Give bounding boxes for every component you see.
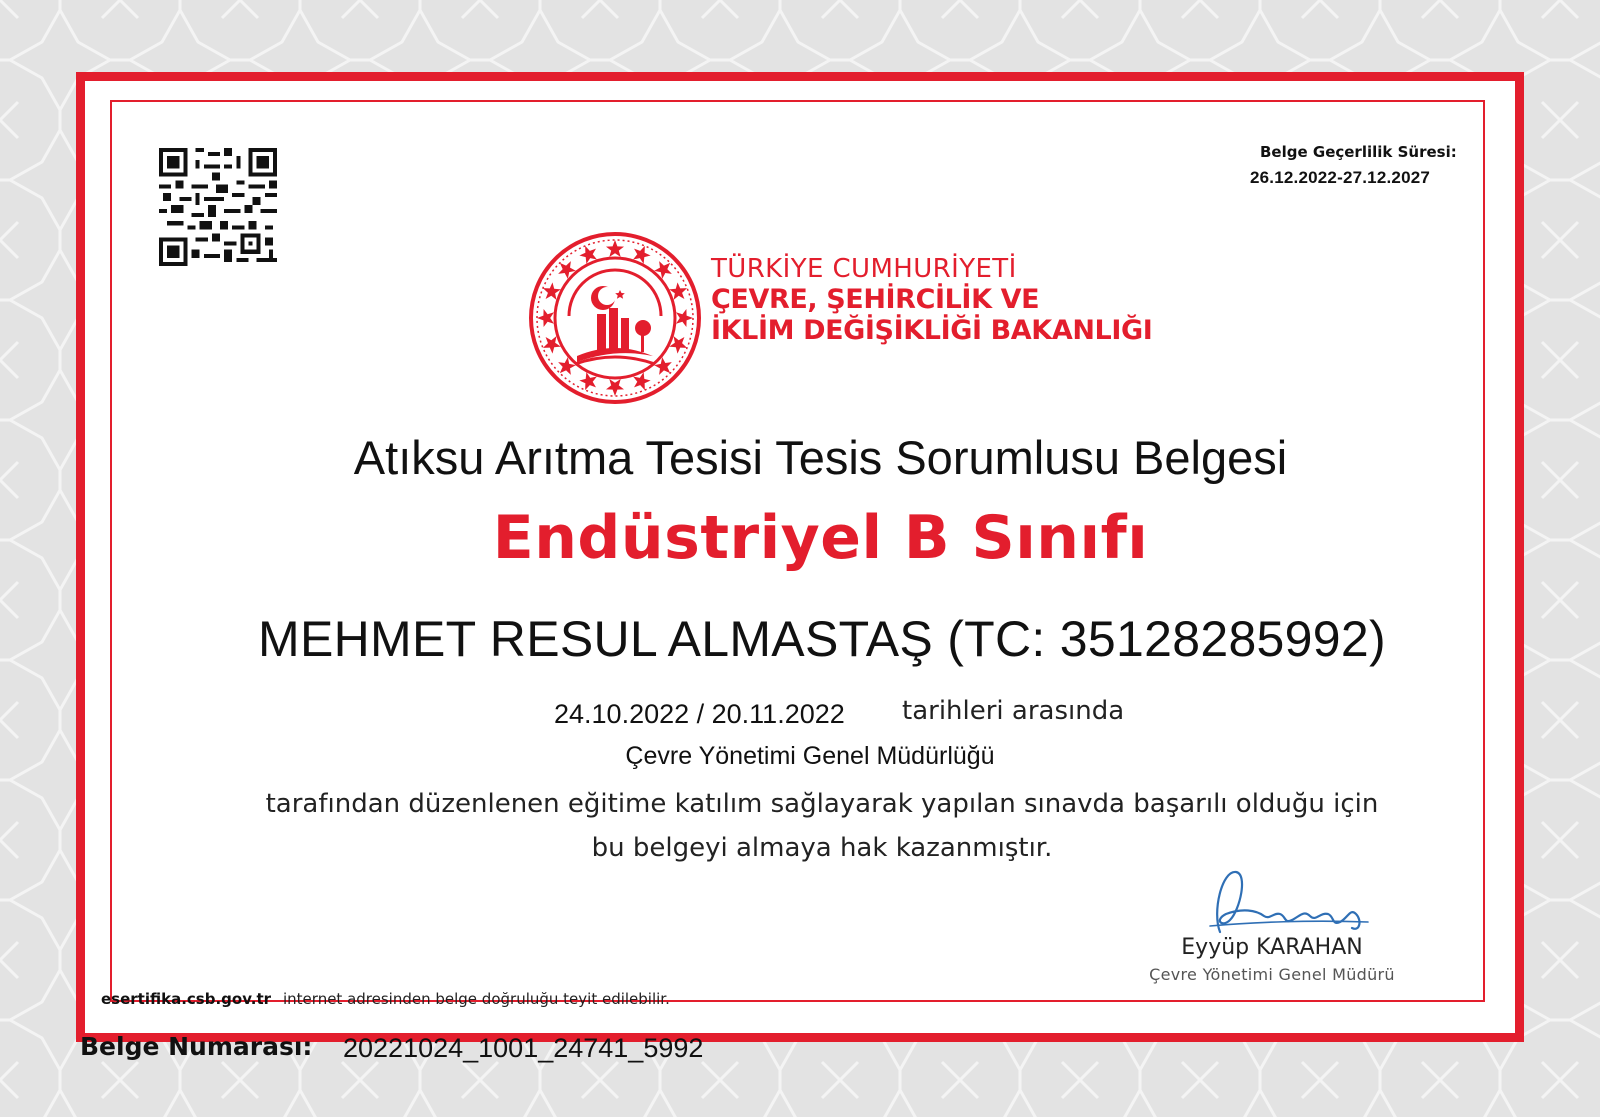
validity-label: Belge Geçerlilik Süresi: — [1260, 143, 1457, 161]
ministry-line1: TÜRKİYE CUMHURİYETİ — [711, 254, 1017, 284]
certificate-class: Endüstriyel B Sınıfı — [492, 503, 1149, 573]
training-dates: 24.10.2022 / 20.11.2022 — [554, 699, 845, 729]
verification-text: internet adresinden belge doğruluğu teyit edilebilir. — [283, 990, 670, 1008]
ministry-name — [711, 254, 1171, 346]
holder-name: MEHMET RESUL ALMASTAŞ (TC: 35128285992) — [258, 611, 1386, 667]
qr-code-icon — [159, 148, 277, 266]
statement — [112, 782, 1532, 870]
signatory-title: Çevre Yönetimi Genel Müdürü — [1149, 965, 1395, 984]
certificate-inner-border — [110, 100, 1485, 1002]
ministry-line3: İKLİM DEĞİŞİKLİĞİ BAKANLIĞI — [711, 315, 1153, 346]
signatory-name: Eyyüp KARAHAN — [1181, 935, 1363, 960]
validity-dates: 26.12.2022-27.12.2027 — [1250, 168, 1431, 187]
ministry-emblem-icon — [525, 228, 705, 408]
verification-site-link[interactable]: esertifika.csb.gov.tr — [101, 990, 272, 1008]
document-number-value: 20221024_1001_24741_5992 — [343, 1033, 704, 1063]
certificate-frame — [76, 72, 1524, 1042]
organizer-name: Çevre Yönetimi Genel Müdürlüğü — [625, 742, 995, 770]
signatory — [1112, 934, 1432, 988]
statement-line1: tarafından düzenlenen eğitime katılım sağlayarak yapılan sınavda başarılı olduğu için — [265, 789, 1379, 819]
statement-line2: bu belgeyi almaya hak kazanmıştır. — [591, 833, 1053, 863]
signature-icon — [1192, 862, 1382, 942]
validity-period — [1250, 139, 1500, 191]
document-number-label: Belge Numarası: — [80, 1032, 313, 1061]
certificate-title: Atıksu Arıtma Tesisi Tesis Sorumlusu Belgesi — [353, 431, 1288, 484]
ministry-line2: ÇEVRE, ŞEHİRCİLİK VE — [711, 284, 1040, 315]
between-text: tarihleri arasında — [902, 696, 1125, 726]
organizer — [112, 742, 1532, 771]
